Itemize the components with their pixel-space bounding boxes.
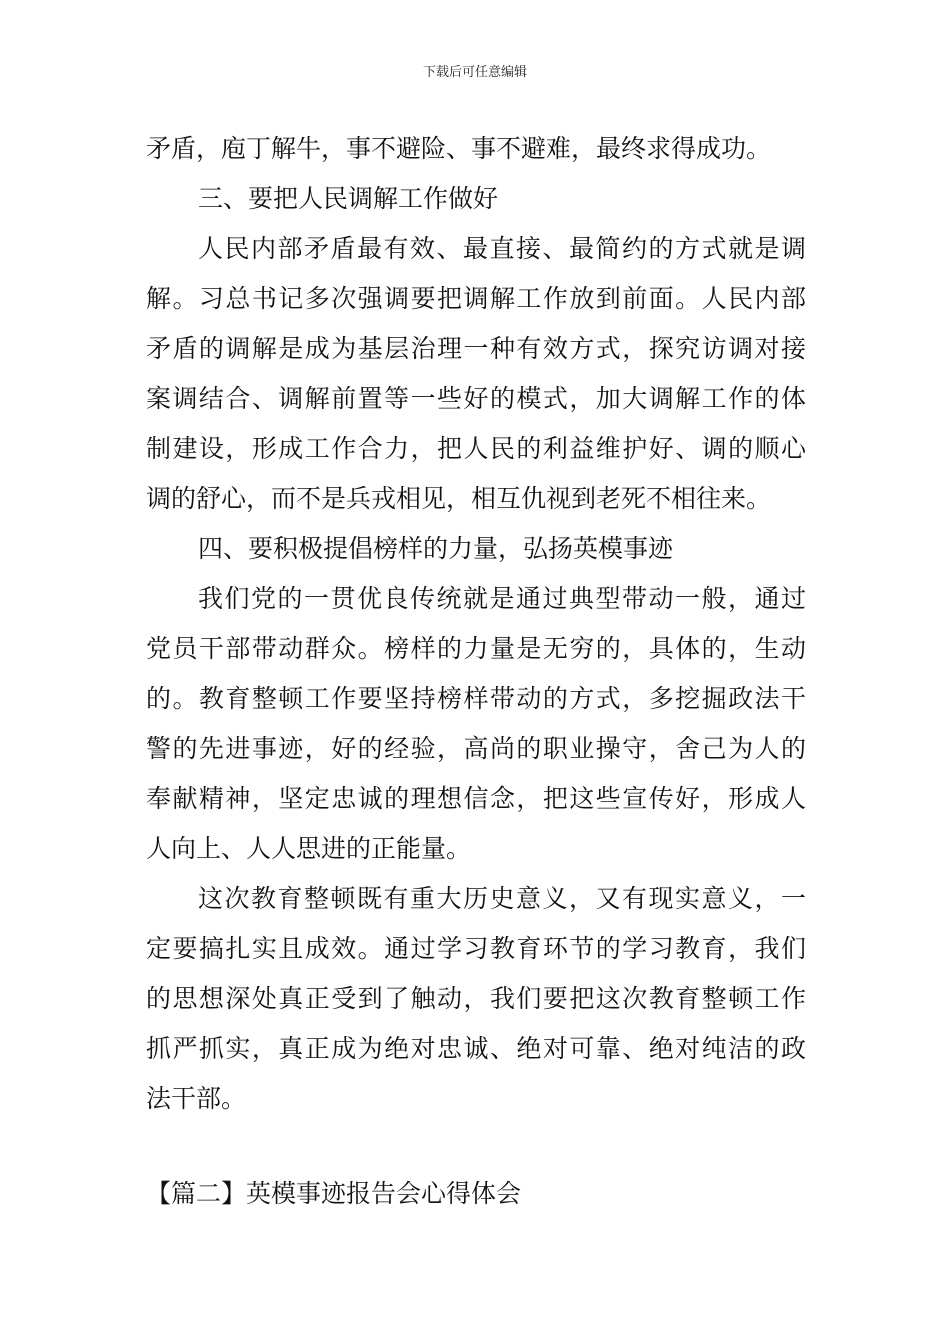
text-line: 我们党的一贯优良传统就是通过典型带动一般，通过	[198, 584, 806, 613]
page-header: 下载后可任意编辑	[422, 65, 527, 80]
text-line: 警的先进事迹，好的经验，高尚的职业操守，舍己为人的	[146, 734, 806, 763]
text-line: 人向上、人人思进的正能量。	[146, 834, 472, 863]
document-body	[146, 124, 806, 1124]
paragraph	[146, 124, 806, 174]
text-line: 调的舒心，而不是兵戎相见，相互仇视到老死不相往来。	[146, 484, 772, 513]
text-line: 人民内部矛盾最有效、最直接、最简约的方式就是调	[198, 234, 806, 263]
text-line: 矛盾，庖丁解牛，事不避险、事不避难，最终求得成功。	[146, 134, 772, 163]
text-line: 定要搞扎实且成效。通过学习教育环节的学习教育，我们	[146, 934, 806, 963]
paragraph	[146, 574, 806, 874]
text-line: 制建设，形成工作合力，把人民的利益维护好、调的顺心	[146, 434, 806, 463]
paragraph	[146, 874, 806, 1124]
text-line: 抓严抓实，真正成为绝对忠诚、绝对可靠、绝对纯洁的政	[146, 1034, 806, 1063]
section-title: 【篇二】英模事迹报告会心得体会	[146, 1179, 522, 1208]
text-line: 解。习总书记多次强调要把调解工作放到前面。人民内部	[146, 284, 806, 313]
text-line: 的思想深处真正受到了触动，我们要把这次教育整顿工作	[146, 984, 806, 1013]
text-line: 党员干部带动群众。榜样的力量是无穷的，具体的，生动	[146, 634, 806, 663]
text-line: 四、要积极提倡榜样的力量，弘扬英模事迹	[198, 534, 674, 563]
section-heading	[146, 524, 806, 574]
section-heading	[146, 174, 806, 224]
paragraph	[146, 224, 806, 524]
text-line: 案调结合、调解前置等一些好的模式，加大调解工作的体	[146, 384, 806, 413]
text-line: 法干部。	[146, 1084, 247, 1113]
text-line: 奉献精神，坚定忠诚的理想信念，把这些宣传好，形成人	[146, 784, 806, 813]
text-line: 三、要把人民调解工作做好	[198, 184, 499, 213]
text-line: 矛盾的调解是成为基层治理一种有效方式，探究访调对接	[146, 334, 806, 363]
text-line: 这次教育整顿既有重大历史意义，又有现实意义，一	[198, 884, 806, 913]
text-line: 的。教育整顿工作要坚持榜样带动的方式，多挖掘政法干	[146, 684, 806, 713]
